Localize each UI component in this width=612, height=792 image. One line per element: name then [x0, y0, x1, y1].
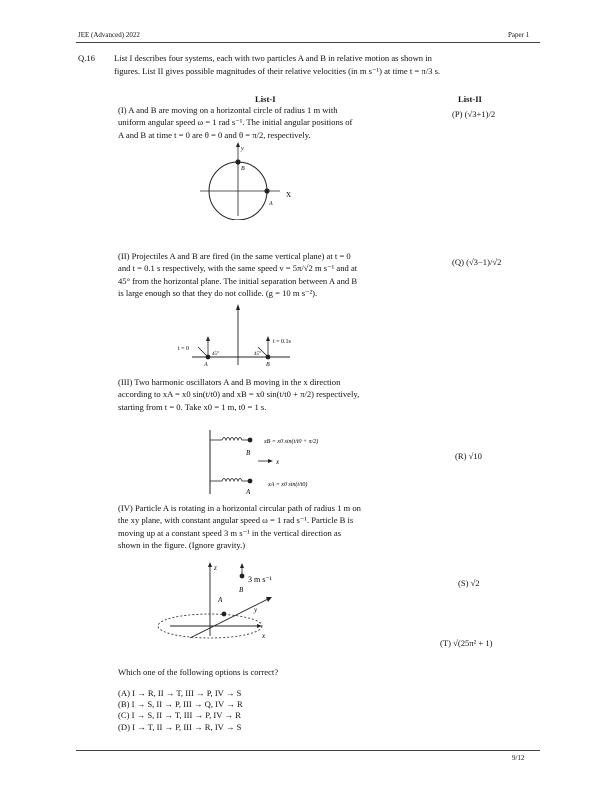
x-label: x — [276, 458, 280, 466]
particle-A — [248, 479, 253, 484]
item-II-line: 45° from the horizontal plane. The initial separation between A and B — [118, 275, 358, 286]
B-label: B — [246, 449, 251, 457]
y-label: y — [241, 146, 244, 152]
list-2-Q: (Q) (√3−1)/√2 — [452, 257, 502, 267]
angleA-label: 45° — [212, 352, 219, 357]
paper-label: Paper 1 — [508, 31, 530, 39]
A-arrow — [206, 336, 210, 341]
list-1-title: List-I — [255, 94, 276, 104]
x-label: X — [286, 191, 292, 199]
item-IV-line: the xy plane, with constant angular speed ω = 1 rad s⁻¹. Particle B is — [118, 515, 354, 526]
A-label: A — [204, 362, 208, 368]
A-label: A — [269, 201, 273, 207]
particle-A — [206, 355, 211, 360]
vertical-axis-arrow — [236, 304, 240, 310]
list-2-title: List-II — [458, 94, 482, 104]
A-label: A — [218, 596, 223, 604]
particle-A — [264, 188, 269, 193]
B-label: B — [266, 362, 270, 368]
A-label: A — [246, 488, 251, 496]
z-label: z — [214, 564, 217, 572]
option-C[interactable]: (C) I → S, II → T, III → P, IV → R — [118, 710, 241, 721]
item-IV-line: (IV) Particle A is rotating in a horizontal circular path of radius 1 m on — [118, 503, 361, 513]
particle-B — [248, 438, 253, 443]
item-II-line: (II) Projectiles A and B are fired (in the same vertical plane) at t = 0 — [118, 251, 351, 261]
header-rule — [76, 42, 540, 43]
list-2-R: (R) √10 — [455, 451, 482, 461]
particle-B — [235, 159, 240, 164]
item-III-line: (III) Two harmonic oscillators A and B moving in the x direction — [118, 377, 341, 387]
option-A[interactable]: (A) I → R, II → T, III → P, IV → S — [118, 688, 242, 698]
particle-B — [240, 574, 245, 579]
list-2-S: (S) √2 — [458, 578, 480, 588]
tA-label: t = 0 — [178, 346, 190, 352]
prompt: Which one of the following options is correct? — [118, 667, 279, 677]
y-axis-arrow — [236, 142, 240, 147]
item-IV-line: shown in the figure. (Ignore gravity.) — [118, 540, 246, 551]
speed-label: 3 m s⁻¹ — [248, 575, 272, 584]
item-II-text — [118, 250, 423, 300]
B-label: B — [239, 586, 244, 594]
exam-title: JEE (Advanced) 2022 — [78, 31, 140, 39]
y-axis — [190, 598, 270, 638]
list-2-P: (P) (√3+1)/2 — [452, 109, 496, 119]
z-axis-arrow — [208, 562, 212, 567]
tB-label: t = 0.1s — [273, 339, 291, 345]
item-III-line: according to xA = x0 sin(t/t0) and xB = x0 sin(t/t0 + π/2) respectively, — [118, 389, 360, 400]
figure-I-circle — [190, 140, 310, 220]
item-I-line: A and B at time t = 0 are θ = 0 and θ = π/2, respectively. — [118, 129, 311, 140]
list-2-T: (T) √(25π² + 1) — [440, 638, 493, 648]
item-III-line: starting from t = 0. Take x0 = 1 m, t0 = 1 s. — [118, 401, 267, 412]
eqA-label: xA = x0 sin(t/t0) — [268, 482, 308, 488]
particle-B — [266, 355, 271, 360]
item-I-text — [118, 104, 423, 141]
figure-IV-3d — [150, 560, 300, 650]
spring-B — [222, 438, 242, 441]
item-IV-line: moving up at a constant speed 3 m s⁻¹ in the vertical direction as — [118, 527, 342, 538]
particle-A — [222, 612, 227, 617]
spring-A — [222, 479, 242, 482]
page-number: 9/12 — [512, 754, 525, 762]
x-arrow-head — [268, 459, 273, 463]
item-I-line: uniform angular speed ω = 1 rad s⁻¹. The initial angular positions of — [118, 117, 353, 128]
question-line-2: figures. List II gives possible magnitudes of their relative velocities (in m s⁻¹) at time t = π/3 s. — [114, 66, 441, 76]
B-label: B — [241, 166, 245, 172]
x-label: x — [262, 632, 266, 640]
item-II-line: and t = 0.1 s respectively, with the same speed v = 5π/√2 m s⁻¹ and at — [118, 263, 358, 274]
y-label: y — [254, 606, 258, 614]
B-velocity-arrow — [240, 563, 244, 568]
item-IV-text — [118, 502, 423, 552]
option-B[interactable]: (B) I → S, II → P, III → Q, IV → R — [118, 699, 243, 710]
B-arrow — [266, 336, 270, 341]
item-I-line: (I) A and B are moving on a horizontal circle of radius 1 m with — [118, 105, 338, 115]
figure-III-oscillators — [200, 426, 350, 500]
question-line-1: List I describes four systems, each with two particles A and B in relative motion as shown in — [114, 53, 432, 63]
option-D[interactable]: (D) I → T, II → P, III → R, IV → S — [118, 721, 242, 732]
question-number: Q.16 — [78, 53, 95, 63]
angleB-label: 45° — [254, 352, 261, 357]
item-III-text — [118, 376, 423, 413]
eqB-label: xB = x0 sin(t/t0 + π/2) — [264, 439, 319, 445]
item-II-line: is large enough so that they do not collide. (g = 10 m s⁻²). — [118, 288, 318, 299]
figure-II-projectiles — [170, 303, 340, 369]
options-list — [118, 688, 243, 733]
footer-rule — [76, 750, 540, 751]
